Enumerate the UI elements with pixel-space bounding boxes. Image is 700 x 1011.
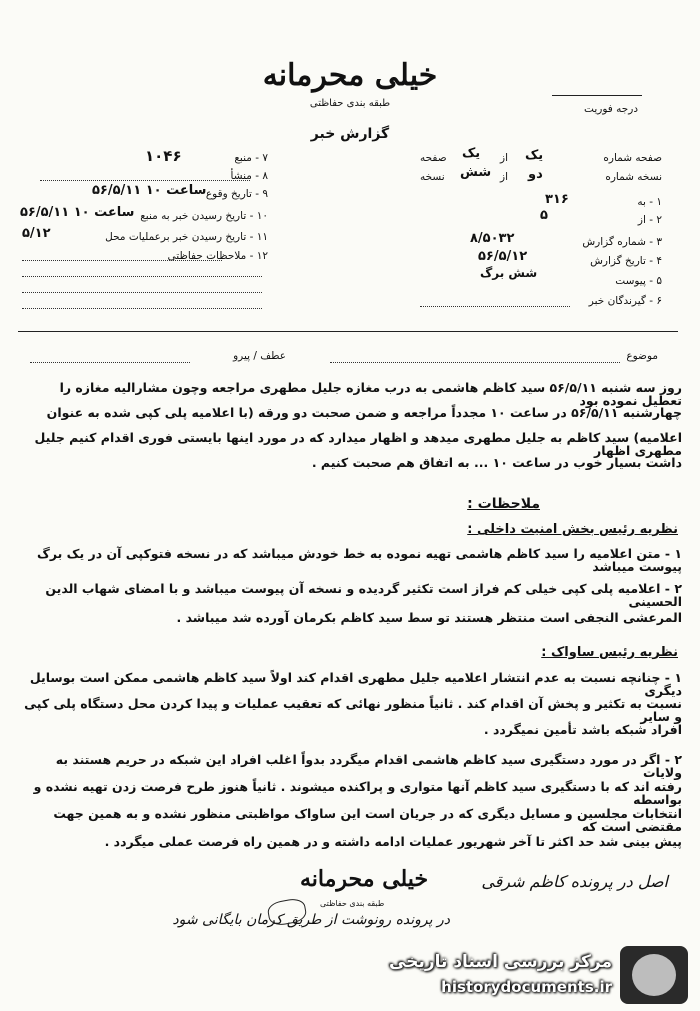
section-line: ۱ - متن اعلامیه را سید کاظم هاشمی تهیه نموده به خط خودش میباشد که در نسخه فتوکپی آن در یک برگ پیوست میباشد: [37, 546, 682, 574]
origin-line: [40, 180, 250, 181]
recipients-label: ۶ - گیرندگان خبر: [588, 295, 662, 307]
section-line: افراد شبکه باشد تأمین نمیگردد .: [483, 722, 682, 737]
observations-heading: ملاحظات :: [467, 496, 540, 512]
section-line: نسبت به تکثیر و پخش آن اقدام کند . ثانیاً منظور نهائی که تعقیب عملیات و پیدا کردن محل دستگاه پلی کپی و سایر: [24, 696, 682, 724]
document-title: خیلی محرمانه: [262, 58, 438, 93]
occurrence-date-value: ۵۶/۵/۱۱ ساعت ۱۰: [92, 183, 207, 198]
body-line: روز سه شنبه ۵۶/۵/۱۱ سید کاظم هاشمی به درب مغازه جلیل مطهری مراجعه وچون مشارالیه مغازه را تعطیل نموده بود: [59, 380, 682, 408]
attachment-value: شش برگ: [480, 266, 538, 280]
classification-label: طبقه بندی حفاظتی: [309, 98, 391, 109]
section-line: ۲ - اعلامیه پلی کپی خیلی کم فراز است تکثیر گردیده و نسخه آن پیوست میباشد و با امضای شهاب الدین الحسینی: [45, 581, 682, 609]
section-line: ۲ - اگر در مورد دستگیری سید کاظم هاشمی اقدام میگردد بدواً اغلب افراد این شبکه در حریم هستند به ولایات: [55, 752, 682, 780]
copy-total-value: شش: [460, 165, 492, 180]
page-of-label: از: [500, 152, 508, 164]
body-line: داشت بسیار خوب در ساعت ۱۰ ... به اتفاق هم صحبت کنیم .: [311, 455, 682, 470]
handwritten-note-1: اصل در پرونده کاظم شرقی: [481, 872, 668, 891]
occurrence-date-label: ۹ - تاریخ وقوع: [205, 188, 268, 200]
footer-stamp-class: طبقه بندی حفاظتی: [320, 899, 385, 908]
archive-logo-icon: [620, 946, 688, 1004]
source-received-date-label: ۱۰ - تاریخ رسیدن خبر به منبع: [140, 210, 268, 222]
blank-line-3: [22, 308, 262, 309]
to-label: ۱ - به: [637, 196, 662, 208]
operations-received-date-value: ۵/۱۲: [22, 226, 51, 241]
source-value: ۱۰۴۶: [145, 147, 182, 165]
watermark-url: historydocuments.ir: [441, 978, 612, 996]
body-line: اعلامیه) سید کاظم به جلیل مطهری میدهد و اظهار میدارد که در مورد اینها بایستی فوری اقدام کنیم جلیل مطهری اظهار: [34, 430, 682, 458]
copy-number-value: دو: [528, 167, 543, 182]
source-label: ۷ - منبع: [234, 152, 268, 164]
page-number-label: صفحه شماره: [603, 152, 662, 164]
blank-line-2: [22, 292, 262, 293]
recipients-line: [420, 306, 570, 307]
reference-line: [30, 362, 190, 363]
page-total-value: یک: [462, 146, 481, 161]
body-line: چهارشنبه ۵۶/۵/۱۱ در ساعت ۱۰ مجدداً مراجعه و ضمن صحبت دو ورقه (با اعلامیه پلی کپی شده به عنوان: [46, 405, 682, 420]
security-notes-label: ۱۲ - ملاحظات حفاظتی: [167, 250, 268, 262]
operations-received-date-label: ۱۱ - تاریخ رسیدن خبر برعملیات محل: [105, 231, 268, 243]
source-received-date-value: ۵۶/۵/۱۱ ساعت ۱۰: [20, 205, 135, 220]
attachment-label: ۵ - پیوست: [615, 275, 662, 287]
section-line: ۱ - چنانچه نسبت به عدم انتشار اعلامیه جلیل مطهری اقدام کند اولاً سید کاظم هاشمی ممکن است بوسایل دیگری: [29, 670, 682, 698]
urgency-label: درجه فوریت: [584, 103, 638, 115]
security-notes-line: [22, 260, 222, 261]
header-divider: [18, 331, 678, 332]
watermark-name: مرکز بررسی اسناد تاریخی: [389, 952, 612, 972]
from-label: ۲ - از: [637, 214, 662, 226]
page-unit-label: صفحه: [420, 152, 447, 164]
report-label: گزارش خبر: [310, 126, 390, 142]
report-date-value: ۵۶/۵/۱۲: [478, 249, 528, 264]
report-number-label: ۳ - شماره گزارش: [582, 236, 662, 248]
origin-label: ۸ - منشأ: [230, 170, 268, 182]
section-line: رفته اند که با دستگیری سید کاظم آنها متواری و پراکنده میشوند . ثانیاً هنوز طرح فرصت زدن تهیه نشده و بواسطه: [33, 779, 682, 807]
urgency-divider: [552, 95, 642, 96]
subject-line: [330, 362, 620, 363]
section-line: المرعشی النجفی است منتظر هستند تو سط سید کاظم بکرمان آورده شد میباشد .: [176, 610, 682, 625]
blank-line-1: [22, 276, 262, 277]
section-line: پیش بینی شد حد اکثر تا آخر شهریور عملیات ادامه داشته و در همین راه فرصت عملی میگردد .: [104, 834, 682, 849]
reference-label: عطف / پیرو: [233, 350, 286, 362]
subject-label: موضوع: [626, 350, 658, 362]
footer-stamp-title: خیلی محرمانه: [300, 866, 429, 892]
section-heading: نظریه رئیس ساواک :: [541, 645, 678, 660]
copy-number-label: نسخه شماره: [605, 171, 662, 183]
report-date-label: ۴ - تاریخ گزارش: [590, 255, 662, 267]
from-value: ۵: [540, 208, 548, 223]
page-number-value: یک: [525, 148, 544, 163]
copy-of-label: از: [500, 171, 508, 183]
copy-unit-label: نسخه: [420, 171, 445, 183]
to-value: ۳۱۶: [545, 192, 569, 207]
handwritten-note-2: در پرونده رونوشت از طریق کرمان بایگانی شود: [172, 912, 450, 928]
section-heading: نظریه رئیس بخش امنیت داخلی :: [467, 522, 678, 537]
report-number-value: ۸/۵۰۳۲: [470, 231, 515, 246]
section-line: انتخابات مجلسین و مسایل دیگری که در جریان است این ساواک مواظبتی منظور نشده و به همین جهت مقتضی است که: [53, 806, 682, 834]
